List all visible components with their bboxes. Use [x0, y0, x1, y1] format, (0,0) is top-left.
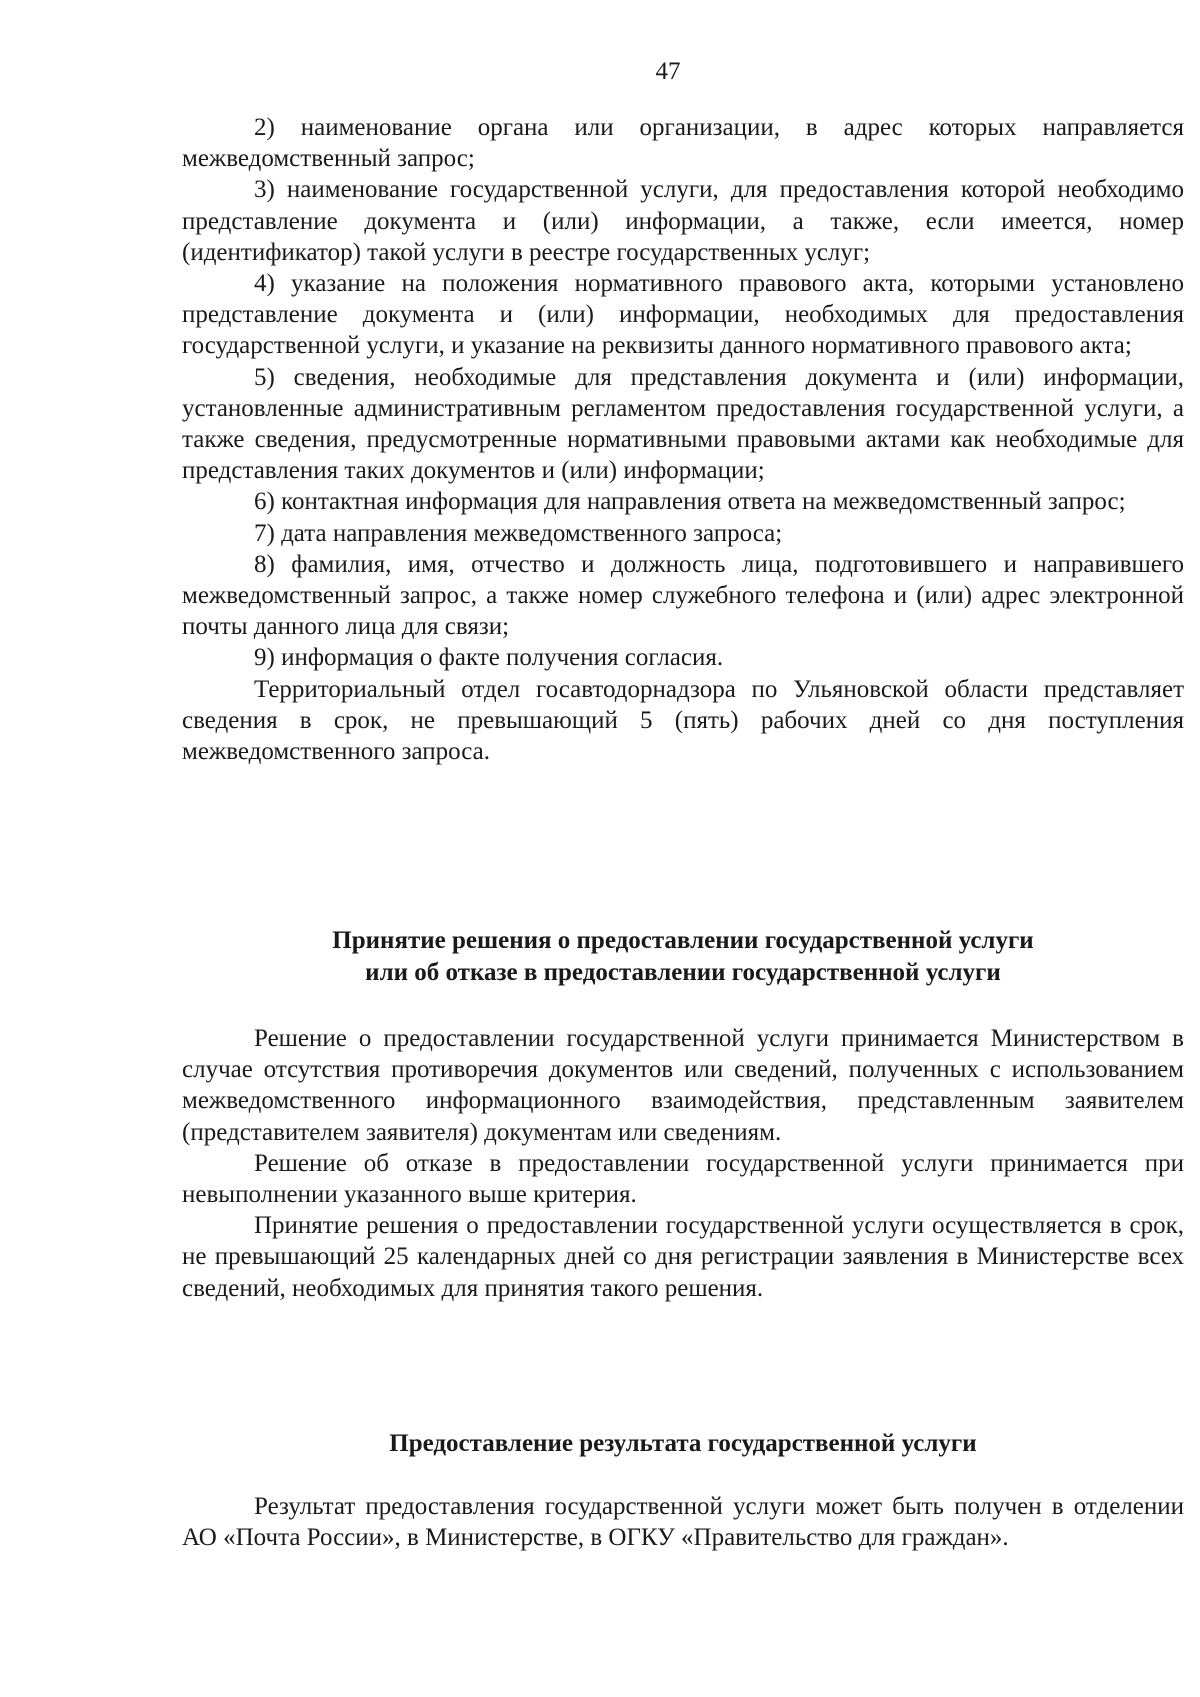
- paragraph: Принятие решения о предоставлении государственной услуги осуществляется в срок, не превышающий 25 календарных дней со дня регистрации заявления в Министерстве всех сведений, необходимых для принятия такого решения.: [182, 1212, 1184, 1302]
- request-contents-list: [182, 112, 1184, 767]
- result-paragraphs: [182, 1491, 1184, 1553]
- list-item: 4) указание на положения нормативного правового акта, которыми установлено представление документа и (или) информации, необходимых для предоставления государственной услуги, и указание на реквизиты данного нормативного правового акта;: [182, 270, 1184, 360]
- section-heading-decision-line2: или об отказе в предоставлении государственной услуги: [365, 958, 1001, 986]
- list-item: 8) фамилия, имя, отчество и должность лица, подготовившего и направившего межведомственный запрос, а также номер служебного телефона и (или) адрес электронной почты данного лица для связи;: [182, 550, 1184, 641]
- decision-paragraphs: [182, 1023, 1184, 1304]
- list-item: 5) сведения, необходимые для представления документа и (или) информации, установленные административным регламентом предоставления государственной услуги, а также сведения, предусмотренные нормативными правовыми актами как необходимые для представления таких документов и (или) информации;: [182, 363, 1184, 485]
- page-number: 47: [655, 58, 681, 85]
- paragraph: Решение об отказе в предоставлении государственной услуги принимается при невыполнении указанного выше критерия.: [182, 1149, 1184, 1209]
- list-item: 2) наименование органа или организации, в адрес которых направляется межведомственный запрос;: [182, 114, 1184, 173]
- section-heading-decision: [182, 925, 1184, 988]
- paragraph: Решение о предоставлении государственной услуги принимается Министерством в случае отсутствия противоречия документов или сведений, полученных с использованием межведомственного информационного взаимодействия, представленным заявителем (представителем заявителя) документам или сведениям.: [182, 1025, 1184, 1146]
- paragraph: Результат предоставления государственной услуги может быть получен в отделении АО «Почта России», в Министерстве, в ОГКУ «Правительство для граждан».: [182, 1493, 1184, 1552]
- list-item: 7) дата направления межведомственного запроса;: [254, 519, 783, 547]
- section-heading-result: [182, 1428, 1184, 1460]
- section-heading-decision-line1: Принятие решения о предоставлении государственной услуги: [332, 927, 1034, 954]
- list-item: 6) контактная информация для направления ответа на межведомственный запрос;: [254, 488, 1126, 516]
- list-item: 3) наименование государственной услуги, для предоставления которой необходимо представление документа и (или) информации, а также, если имеется, номер (идентификатор) такой услуги в реестре государственных услуг;: [182, 176, 1184, 266]
- deadline-paragraph: Территориальный отдел госавтодорнадзора по Ульяновской области представляет сведения в срок, не превышающий 5 (пять) рабочих дней со дня поступления межведомственного запроса.: [182, 675, 1184, 766]
- section-heading-result-text: Предоставление результата государственной услуги: [389, 1430, 977, 1457]
- list-item: 9) информация о факте получения согласия.: [254, 644, 724, 672]
